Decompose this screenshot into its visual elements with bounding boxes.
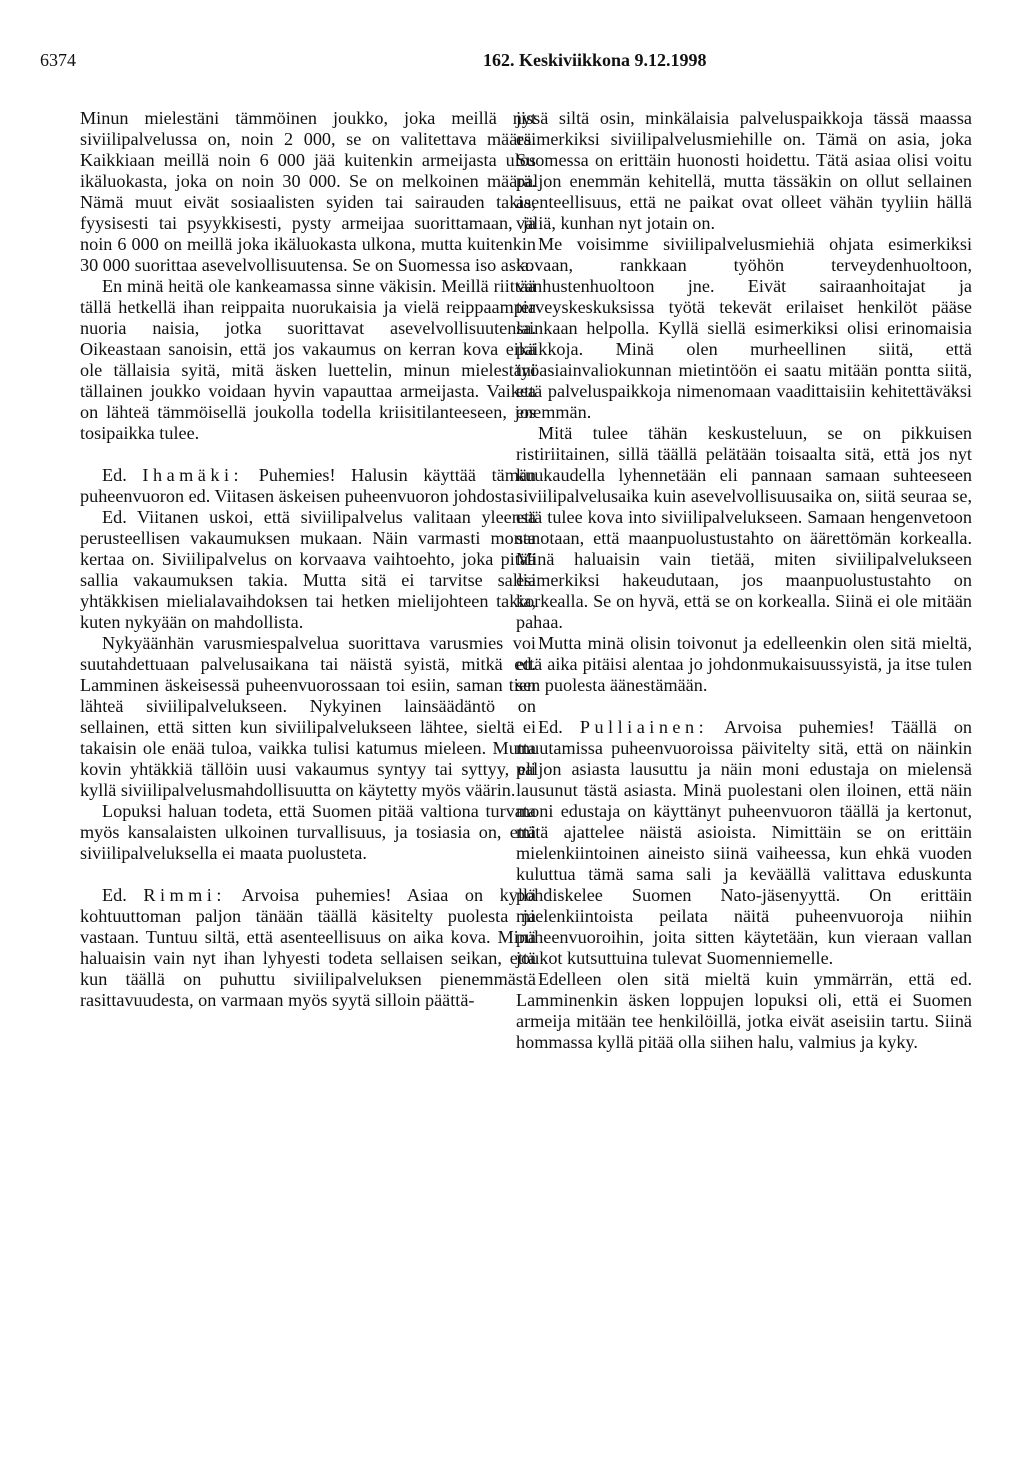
speech-rimmi — [80, 885, 536, 1011]
paragraph-spacer — [80, 444, 536, 465]
paragraph: jissä siltä osin, minkälaisia palveluspaikkoja tässä maassa esimerkiksi siviilipalvelusmiehille on. Tämä on asia, joka Suomessa on erittäin huonosti hoidettu. Tätä asiaa olisi voitu paljon enemmän kehitellä, mutta tässäkin on ollut sellainen asenteellisuus, että ne paikat ovat olleet vähän tyyliin hällä väliä, kunhan nyt jotain on. — [516, 108, 972, 233]
right-column — [516, 108, 972, 1053]
speech-text: Arvoisa puhemies! Asiaa on kyllä kohtuuttoman paljon tänään täällä käsitelty puolesta ja vastaan. Tuntuu siltä, että asenteellisuus on aika kova. Minä haluaisin vain nyt ihan lyhyesti todeta sellaisen seikan, että kun täällä on puhuttu siviilipalveluksen pienemmästä rasittavuudesta, on varmaan myös syytä silloin päättä- — [80, 885, 537, 1010]
left-column — [80, 108, 536, 1011]
paragraph: Mutta minä olisin toivonut ja edelleenkin olen sitä mieltä, että aika pitäisi alentaa jo johdonmukaisuussyistä, ja itse tulen sen puolesta äänestämään. — [516, 633, 972, 695]
speaker-name: Ihamäki: — [142, 465, 244, 485]
speech-text: Arvoisa puhemies! Täällä on muutamissa puheenvuoroissa päivitelty sitä, että on näinkin paljon asiasta lausuttu ja näin moni edustaja on mielensä lausunut tästä asiasta. Minä puolestani olen iloinen, että näin moni edustaja on käyttänyt puheenvuoron täällä ja kertonut, mitä ajattelee näistä asioista. Nimittäin se on erittäin mielenkiintoinen aineisto siinä vaiheessa, kun ehkä vuoden kuluttua tämä sama sali ja keväällä valittava eduskunta pohdiskelee Suomen Nato-jäsenyyttä. On erittäin mielenkiintoista peilata näitä puheenvuoroja niihin puheenvuoroihin, joita sitten käytetään, kun vieraan vallan joukot kutsuttuina tulevat Suomenniemelle. — [516, 717, 973, 968]
speech-text: Puhemies! Halusin käyttää tämän puheenvuoron ed. Viitasen äskeisen puheenvuoron johdosta. — [80, 465, 537, 506]
paragraph: Lopuksi haluan todeta, että Suomen pitää valtiona turvata myös kansalaisten ulkoinen turvallisuus, ja tosiasia on, että siviilipalveluksella ei maata puolusteta. — [80, 801, 536, 863]
speech-pulliainen — [516, 717, 972, 969]
page-number: 6374 — [40, 50, 76, 70]
running-head: 162. Keskiviikkona 9.12.1998 — [483, 50, 707, 70]
page-header — [40, 50, 990, 74]
speaker-prefix: Ed. — [102, 465, 127, 485]
speech-ihamaki — [80, 465, 536, 507]
paragraph-spacer — [80, 864, 536, 885]
speaker-prefix: Ed. — [102, 885, 127, 905]
paragraph: Mitä tulee tähän keskusteluun, se on pikkuisen ristiriitainen, sillä täällä pelätään toisaalta sitä, että jos nyt kuukaudella lyhennetään eli pannaan samaan suhteeseen siviilipalvelusaika kuin asevelvollisuusaika on, siitä seuraa se, että tulee kova into siviilipalvelukseen. Samaan hengenvetoon sanotaan, että maanpuolustustahto on äärettömän korkealla. Minä haluaisin vain tietää, miten siviilipalvelukseen esimerkiksi hakeudutaan, jos maanpuolustustahto on korkealla. Se on hyvä, että se on korkealla. Siinä ei ole mitään pahaa. — [516, 423, 972, 632]
speaker-prefix: Ed. — [538, 717, 563, 737]
paragraph: Ed. Viitanen uskoi, että siviilipalvelus valitaan yleensä perusteellisen vakaumuksen mukaan. Näin varmasti monta kertaa on. Siviilipalvelus on korvaava vaihtoehto, joka pitää sallia vakaumuksen takia. Mutta sitä ei tarvitse sallia yhtäkkisen mielialavaihdoksen tai hetken mielijohteen takia, kuten nykyään on mahdollista. — [80, 507, 536, 632]
paragraph: En minä heitä ole kankeamassa sinne väkisin. Meillä riittää tällä hetkellä ihan reippaita nuorukaisia ja vielä reippaampia nuoria naisia, jotka suorittavat asevelvollisuutensa. Oikeastaan sanoisin, että jos vakaumus on kerran kova eikä ole tällaisia syitä, mitä äsken luettelin, minun mielestäni tällainen joukko voidaan hyvin vapauttaa armeijasta. Vaikea on lähteä tämmöisellä joukolla todella kriisitilanteeseen, jos tosipaikka tulee. — [80, 276, 536, 443]
paragraph: Minun mielestäni tämmöinen joukko, joka meillä nyt siviilipalvelussa on, noin 2 000, se on valitettava määrä. Kaikkiaan meillä noin 6 000 jää kuitenkin armeijasta ulos ikäluokasta, joka on noin 30 000. Se on melkoinen määrä. Nämä muut eivät sosiaalisten syiden tai sairauden takia, fyysisesti tai psyykkisesti, pysty armeijaa suorittamaan, ja noin 6 000 on meillä joka ikäluokasta ulkona, mutta kuitenkin 30 000 suorittaa asevelvollisuutensa. Se on Suomessa iso asia. — [80, 108, 536, 275]
paragraph: Me voisimme siviilipalvelusmiehiä ohjata esimerkiksi kovaan, rankkaan työhön terveydenhuoltoon, vanhustenhuoltoon jne. Eivät sairaanhoitajat ja terveyskeskuksissa työtä tekevät erilaiset henkilöt pääse lainkaan helpolla. Kyllä siellä esimerkiksi olisi erinomaisia paikkoja. Minä olen murheellinen siitä, että työasiainvaliokunnan mietintöön ei saatu mitään pontta siitä, että palveluspaikkoja nimenomaan vaadittaisiin kehitettäväksi enemmän. — [516, 234, 972, 422]
paragraph: Nykyäänhän varusmiespalvelua suorittava varusmies voi suutahdettuaan palvelusaikana tai näistä syistä, mitkä ed. Lamminen äskeisessä puheenvuorossaan toi esiin, saman tien lähteä siviilipalvelukseen. Nykyinen lainsäädäntö on sellainen, että sitten kun siviilipalvelukseen lähtee, sieltä ei takaisin ole enää tuloa, vaikka tulisi katumus mieleen. Mutta kovin yhtäkkiä tällöin uusi vakaumus syntyy tai syttyy, eli kyllä siviilipalvelusmahdollisuutta on käytetty myös väärin. — [80, 633, 536, 800]
speaker-name: Rimmi: — [143, 885, 226, 905]
paragraph-spacer — [516, 696, 972, 717]
speaker-name: Pulliainen: — [579, 717, 709, 737]
paragraph: Edelleen olen sitä mieltä kuin ymmärrän, että ed. Lamminenkin äsken loppujen lopuksi oli, että ei Suomen armeija mitään tee henkilöillä, jotka eivät aseisiin tartu. Siinä hommassa kyllä pitää olla siihen halu, valmius ja kyky. — [516, 969, 972, 1052]
